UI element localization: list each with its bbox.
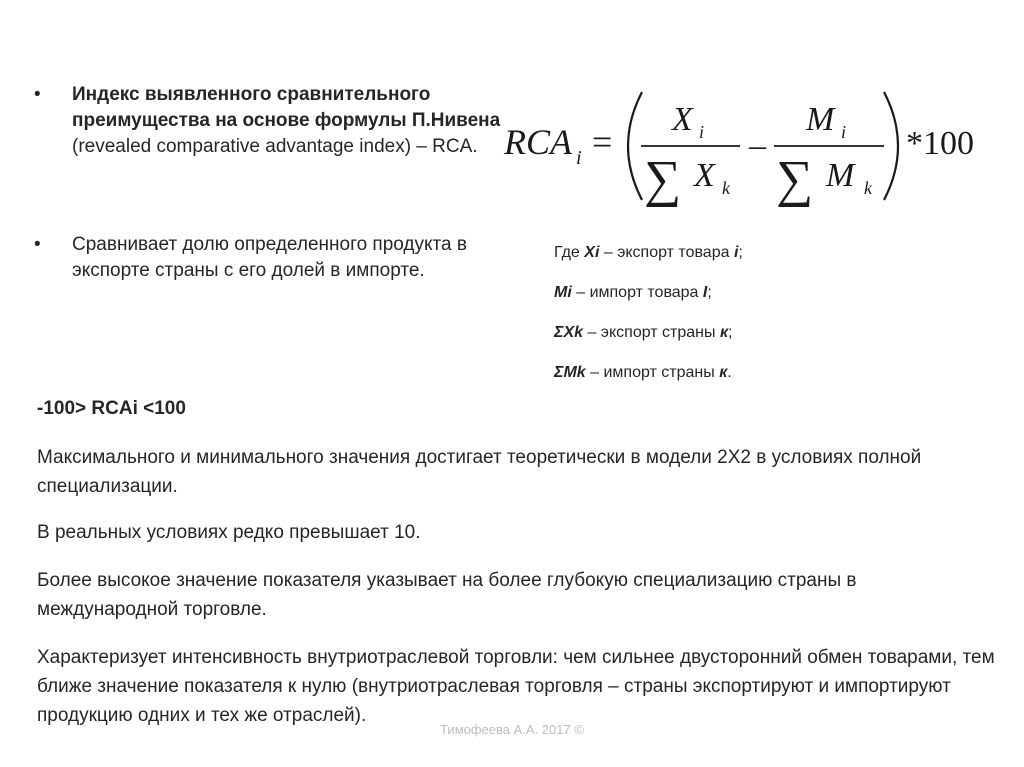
paragraph-intra-industry: Характеризует интенсивность внутриотраслевой торговли: чем сильнее двусторонний обмен товарами, тем ближе значение показателя к нулю (внутриотраслевая торговля – страны экспортируют и импортируют продукцию одних и тех же отраслей). — [37, 647, 995, 726]
legend-end: ; — [728, 324, 733, 341]
legend-description: – экспорт товара — [599, 244, 734, 261]
legend-row-sum-xk — [554, 323, 743, 343]
sum-icon: ∑ — [644, 151, 682, 208]
legend-variable: Xi — [584, 244, 600, 261]
fraction1-numerator-sub: i — [699, 122, 705, 142]
legend-variable: Mi — [554, 284, 572, 301]
bullet-bold-text: Индекс выявленного сравнительного преимущества на основе формулы П.Нивена — [72, 84, 501, 131]
legend-index: i — [733, 244, 739, 261]
legend-index: к — [719, 364, 728, 381]
bullet-text — [72, 82, 504, 160]
formula-legend — [554, 243, 743, 403]
paragraph-higher-value: Более высокое значение показателя указывает на более глубокую специализацию страны в международной торговле. — [37, 570, 857, 620]
formula-lhs-sub: i — [576, 147, 582, 169]
sum-icon: ∑ — [776, 151, 814, 208]
fraction2-denominator: M — [826, 157, 855, 194]
legend-row-xi — [554, 243, 743, 263]
formula-minus: – — [749, 127, 766, 164]
legend-row-sum-mk — [554, 363, 743, 383]
legend-variable: ΣXk — [554, 324, 584, 341]
legend-end: ; — [707, 284, 712, 301]
legend-row-mi — [554, 283, 743, 303]
fraction2-numerator: M — [806, 101, 835, 138]
legend-end: ; — [738, 244, 743, 261]
fraction2-numerator-sub: i — [841, 122, 847, 142]
formula-multiplier: *100 — [906, 125, 974, 162]
rca-formula — [496, 84, 996, 209]
fraction1-denominator-sub: k — [722, 178, 730, 198]
legend-index: к — [719, 324, 729, 341]
bullet-rca-definition — [34, 82, 504, 160]
bullet-marker: • — [34, 234, 41, 255]
left-paren — [628, 92, 642, 200]
legend-description: – импорт товара — [571, 284, 703, 301]
bullet-text: Сравнивает долю определенного продукта в экспорте страны с его долей в импорте. — [72, 234, 467, 281]
bullet-comparison — [34, 232, 504, 284]
bullet-marker: • — [34, 84, 41, 105]
legend-variable: ΣMk — [554, 364, 586, 381]
legend-prefix: Где — [554, 244, 585, 261]
fraction1-denominator: X — [694, 157, 715, 194]
paragraph-real-conditions: В реальных условиях редко превышает 10. — [37, 522, 421, 543]
fraction1-numerator: X — [672, 101, 693, 138]
formula-lhs: RCA — [504, 122, 572, 162]
right-paren — [884, 92, 898, 200]
paragraph-max-min: Максимального и минимального значения достигает теоретически в модели 2Х2 в условиях полной специализации. — [37, 447, 922, 497]
legend-description: – экспорт страны — [583, 324, 720, 341]
legend-description: – импорт страны — [585, 364, 720, 381]
formula-equals: = — [592, 122, 613, 162]
rca-range: -100> RCAi <100 — [37, 398, 186, 419]
footer-credit: Тимофеева А.А. 2017 © — [440, 722, 584, 737]
bullet-normal-text: (revealed comparative advantage index) – RCA. — [72, 136, 478, 157]
legend-end: . — [727, 364, 732, 381]
legend-index: I — [702, 284, 708, 301]
fraction2-denominator-sub: k — [864, 178, 872, 198]
